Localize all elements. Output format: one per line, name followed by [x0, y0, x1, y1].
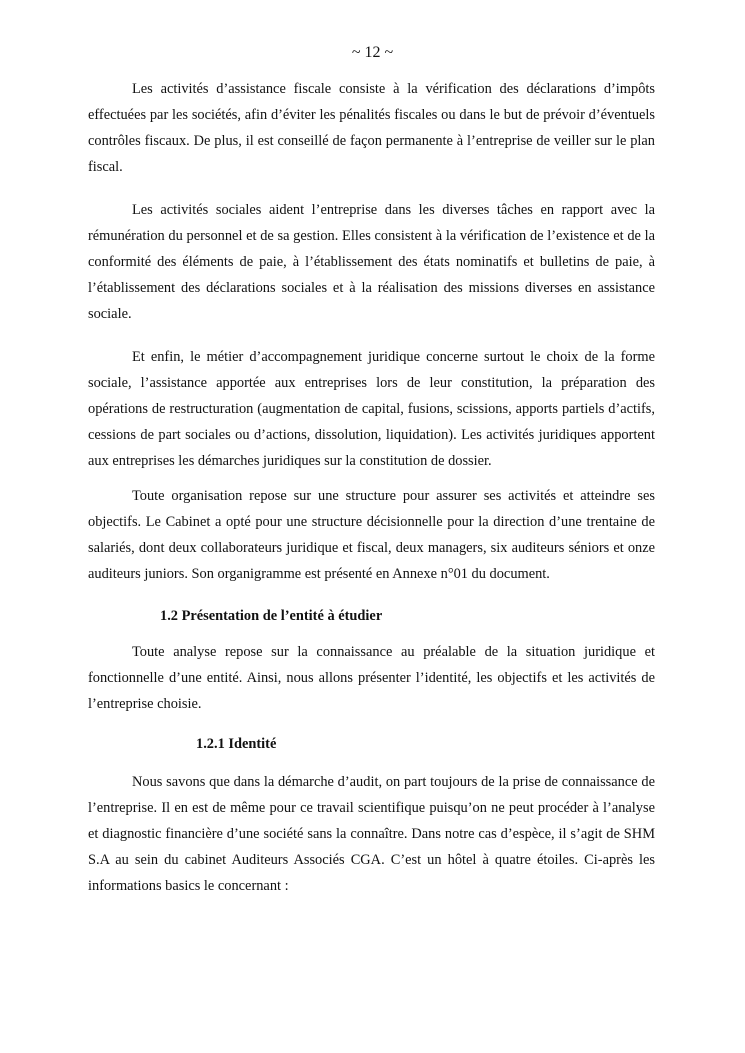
- paragraph-activites-sociales: Les activités sociales aident l’entreprise dans les diverses tâches en rapport avec la rémunération du personnel et de sa gestion. Elles consistent à la vérification de l’existence et de la conformité des éléments de paie, à l’établissement des états nominatifs et bulletins de paie, à l’établissement des déclarations sociales et à la réalisation des missions diverses en assistance sociale.: [88, 202, 655, 322]
- subsection-heading-identite: 1.2.1 Identité: [196, 736, 277, 752]
- paragraph-demarche-audit: Nous savons que dans la démarche d’audit, on part toujours de la prise de connaissance de l’entreprise. Il en est de même pour ce travail scientifique puisqu’on ne peut procéder à l’analyse et diagnostic financière d’une société sans la connaître. Dans notre cas d’espèce, il s’agit de SHM S.A au sein du cabinet Auditeurs Associés CGA. C’est un hôtel à quatre étoiles. Ci-après les informations basics le concernant :: [88, 774, 655, 894]
- paragraph-organisation-structure: Toute organisation repose sur une structure pour assurer ses activités et atteindre ses objectifs. Le Cabinet a opté pour une structure décisionnelle pour la direction d’une trentaine de salariés, dont deux collaborateurs juridique et fiscal, deux managers, six auditeurs séniors et onze auditeurs juniors. Son organigramme est présenté en Annexe n°01 du document.: [88, 488, 655, 582]
- page-number: ~ 12 ~: [351, 44, 394, 61]
- section-heading-presentation-entite: 1.2 Présentation de l’entité à étudier: [160, 608, 383, 624]
- paragraph-analyse-connaissance: Toute analyse repose sur la connaissance au préalable de la situation juridique et fonctionnelle d’une entité. Ainsi, nous allons présenter l’identité, les objectifs et les activités de l’entreprise choisie.: [88, 644, 655, 712]
- page-content: [88, 76, 655, 899]
- paragraph-accompagnement-juridique: Et enfin, le métier d’accompagnement juridique concerne surtout le choix de la forme sociale, l’assistance apportée aux entreprises lors de leur constitution, la préparation des opérations de restructuration (augmentation de capital, fusions, scissions, apports partiels d’actifs, cessions de part sociales ou d’actions, dissolution, liquidation). Les activités juridiques apportent aux entreprises les démarches juridiques sur la constitution de dossier.: [88, 349, 655, 469]
- paragraph-assistance-fiscale: Les activités d’assistance fiscale consiste à la vérification des déclarations d’impôts effectuées par les sociétés, afin d’éviter les pénalités fiscales ou dans le but de prévoir d’éventuels contrôles fiscaux. De plus, il est conseillé de façon permanente à l’entreprise de veiller sur le plan fiscal.: [88, 81, 655, 175]
